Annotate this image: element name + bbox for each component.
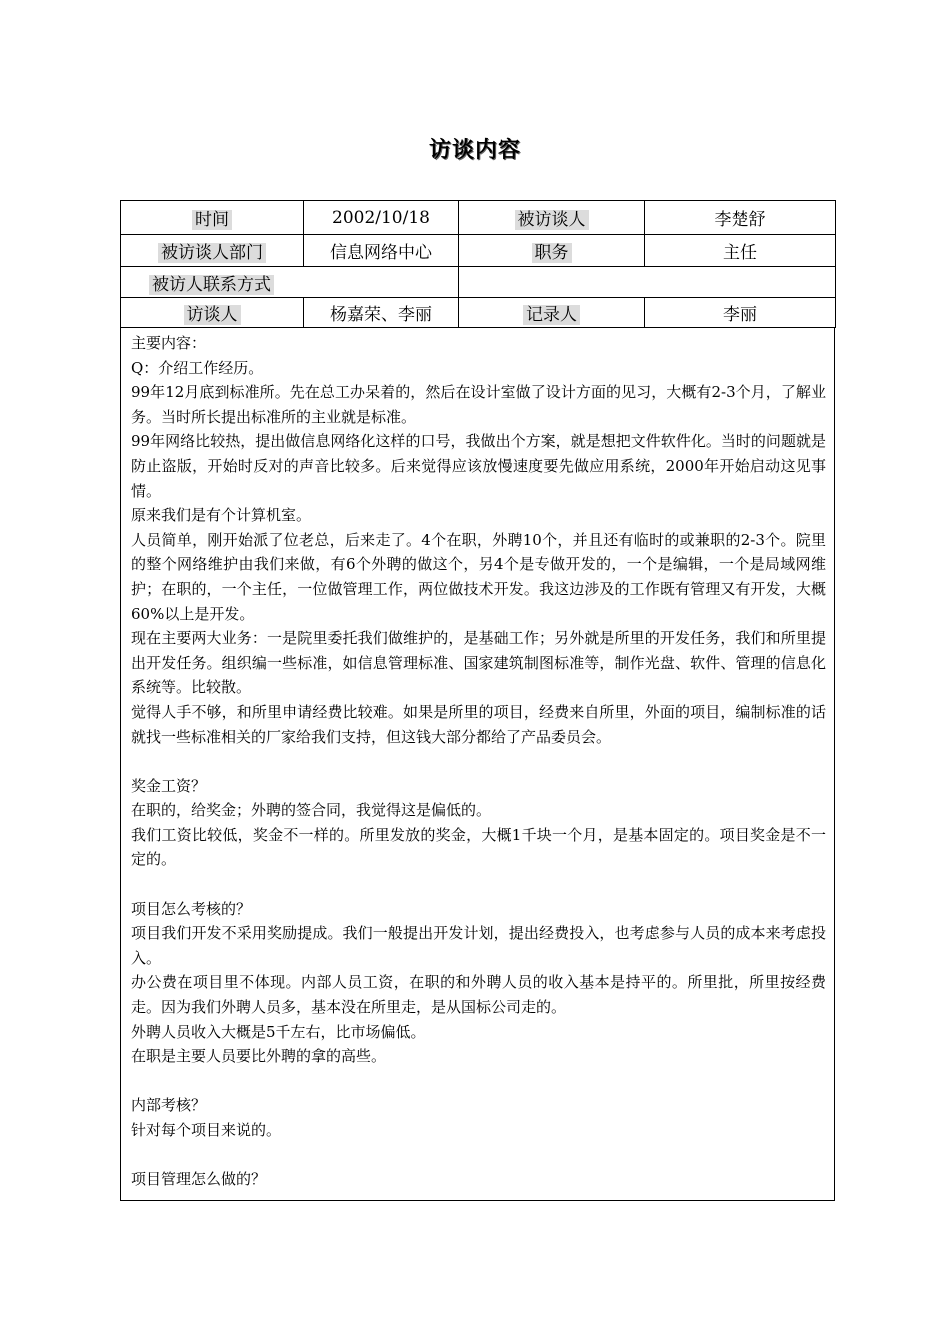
content-line: 现在主要两大业务：一是院里委托我们做维护的，是基础工作；另外就是所里的开发任务，我们和所里提出开发任务。组织编一些标准，如信息管理标准、国家建筑制图标准等，制作光盘、软件、管理的信息化系统等。比较散。 <box>131 629 826 697</box>
info-row-dept <box>121 235 836 267</box>
blank-line <box>131 749 826 774</box>
position-label: 职务 <box>532 243 572 263</box>
position-label-cell <box>459 235 645 267</box>
interview-info-table <box>120 200 836 328</box>
interview-content <box>120 327 835 1201</box>
dept-label-cell <box>121 235 304 267</box>
recorder-label: 记录人 <box>523 305 580 325</box>
position-value: 主任 <box>645 235 836 267</box>
content-line: 项目我们开发不采用奖励提成。我们一般提出开发计划，提出经费投入，也考虑参与人员的成本来考虑投入。 <box>131 924 826 967</box>
content-line: 我们工资比较低，奖金不一样的。所里发放的奖金，大概1千块一个月，是基本固定的。项目奖金是不一定的。 <box>131 825 826 869</box>
content-line: 项目管理怎么做的？ <box>131 1170 267 1189</box>
content-line: 办公费在项目里不体现。内部人员工资，在职的和外聘人员的收入基本是持平的。所里批，所里按经费走。因为我们外聘人员多，基本没在所里走，是从国标公司走的。 <box>131 973 826 1017</box>
info-row-contact <box>121 267 836 298</box>
time-label-cell <box>121 201 304 235</box>
blank-line <box>131 1143 826 1168</box>
content-line: 项目怎么考核的？ <box>131 899 252 918</box>
dept-value: 信息网络中心 <box>304 235 459 267</box>
contact-label-cell <box>121 267 459 298</box>
interviewee-label: 被访谈人 <box>515 210 589 230</box>
recorder-label-cell <box>459 298 645 328</box>
interviewee-value: 李楚舒 <box>645 201 836 235</box>
time-label: 时间 <box>192 210 232 230</box>
content-line: 针对每个项目来说的。 <box>131 1121 282 1139</box>
dept-label: 被访谈人部门 <box>158 243 266 263</box>
interviewer-label-cell <box>121 298 304 328</box>
recorder-value: 李丽 <box>645 298 836 328</box>
time-value: 2002/10/18 <box>304 201 459 235</box>
content-line: 99年网络比较热，提出做信息网络化这样的口号，我做出个方案，就是想把文件软件化。当时的问题就是防止盗版，开始时反对的声音比较多。后来觉得应该放慢速度要先做应用系统，2000年开始启动这见事情。 <box>131 432 826 500</box>
info-row-interviewer <box>121 298 836 328</box>
contact-label: 被访人联系方式 <box>149 275 274 295</box>
content-line: 内部考核？ <box>131 1096 207 1115</box>
content-line: 在职的，给奖金；外聘的签合同，我觉得这是偏低的。 <box>131 801 492 820</box>
page-title: 访谈内容 <box>428 137 521 163</box>
content-line: 主要内容： <box>131 334 207 352</box>
content-line: 人员简单，刚开始派了位老总，后来走了。4个在职，外聘10个，并且还有临时的或兼职的2-3个。院里的整个网络维护由我们来做，有6个外聘的做这个，另4个是专做开发的，一个是编辑，一个是局域网维护；在职的，一个主任，一位做管理工作，两位做技术开发。我这边涉及的工作既有管理又有开发，大概60%以上是开发。 <box>131 530 826 623</box>
content-line: Q：介绍工作经历。 <box>131 358 264 377</box>
interviewer-label: 访谈人 <box>184 305 241 325</box>
content-line: 在职是主要人员要比外聘的拿的高些。 <box>131 1047 387 1066</box>
content-line: 99年12月底到标准所。先在总工办呆着的，然后在设计室做了设计方面的见习，大概有2-3个月，了解业务。当时所长提出标准所的主业就是标准。 <box>131 383 826 426</box>
blank-line <box>131 1069 826 1094</box>
content-line: 外聘人员收入大概是5千左右，比市场偏低。 <box>131 1022 426 1041</box>
interviewer-value: 杨嘉荣、李丽 <box>304 298 459 328</box>
interviewee-label-cell <box>459 201 645 235</box>
contact-value <box>459 267 836 298</box>
content-line: 觉得人手不够，和所里申请经费比较难。如果是所里的项目，经费来自所里，外面的项目，编制标准的话就找一些标准相关的厂家给我们支持，但这钱大部分都给了产品委员会。 <box>131 702 826 746</box>
info-row-time <box>121 201 836 235</box>
content-line: 奖金工资？ <box>131 776 207 795</box>
blank-line <box>131 872 826 897</box>
content-line: 原来我们是有个计算机室。 <box>131 506 312 525</box>
